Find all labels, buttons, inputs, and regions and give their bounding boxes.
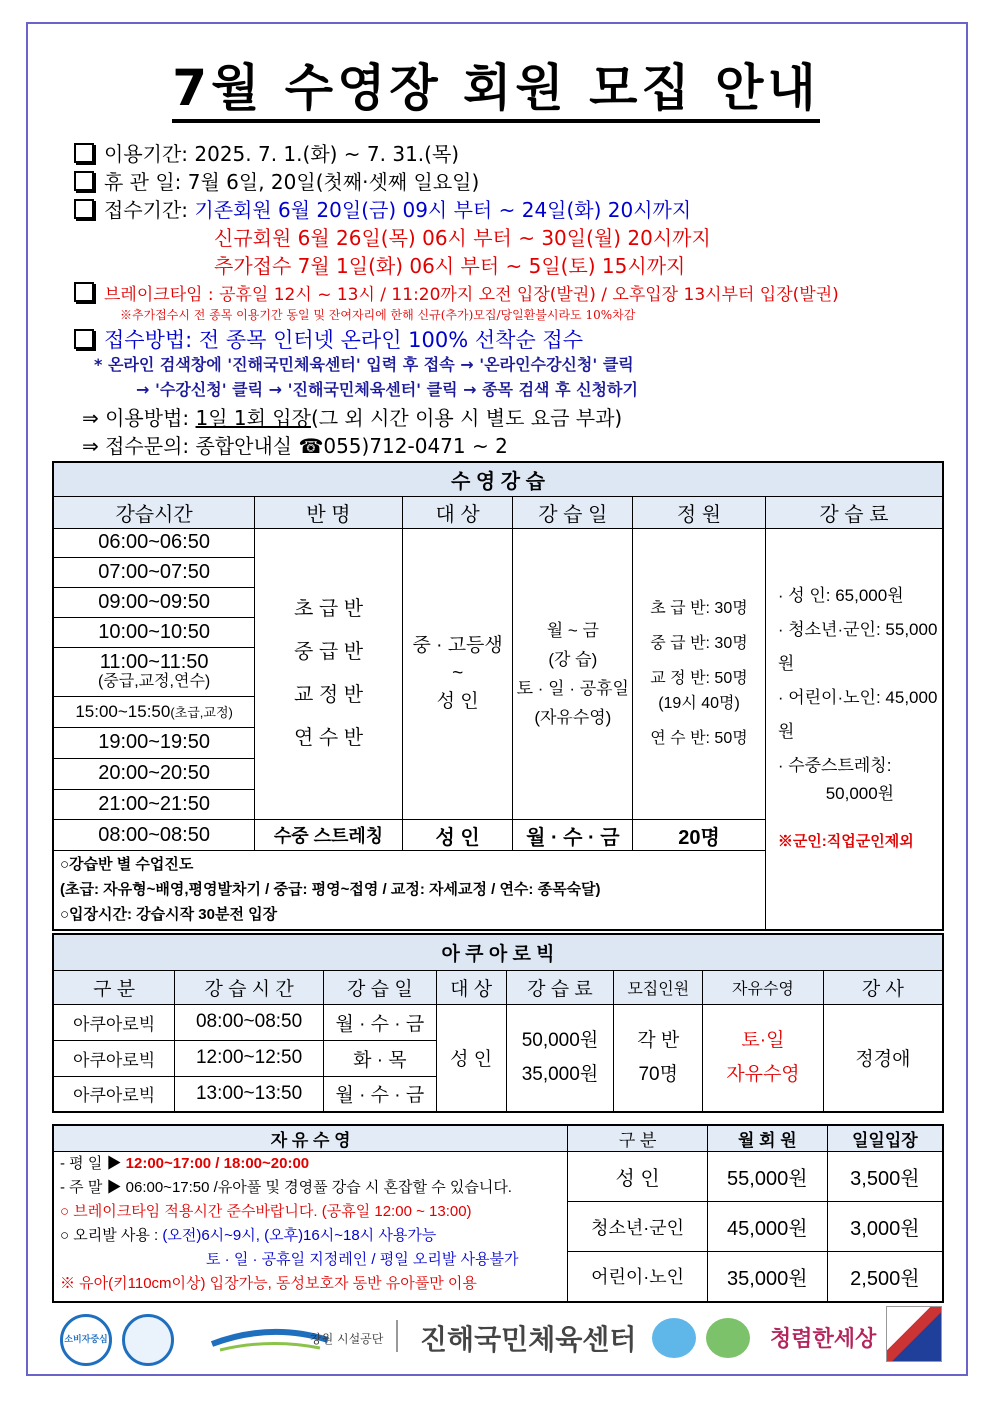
info-note: ※추가접수시 전 종목 이용기간 동일 및 잔여자리에 한해 신규(추가)모집/당일환불시라도 10%차감 [120, 308, 636, 322]
info-contact: ⇒ 접수문의: 종합안내실 ☎055)712-0471 ~ 2 [82, 434, 508, 458]
aqua-fee: 50,000원 35,000원 [506, 1004, 614, 1112]
info-period: 이용기간: 2025. 7. 1.(화) ~ 7. 31.(목) [74, 138, 459, 167]
aqua-header-days: 강 습 일 [324, 970, 437, 1004]
checkbox-icon [74, 143, 94, 163]
aqua-row-name: 아쿠아로빅 [53, 1076, 175, 1112]
price-day: 3,000원 [827, 1202, 943, 1252]
center-name: 진해국민체육센터 [420, 1323, 637, 1356]
swim-header-capacity: 정 원 [633, 496, 766, 528]
swim-time: 06:00~06:50 [53, 528, 255, 558]
swim-fees: · 성 인: 65,000원 · 청소년·군인: 55,000원 · 어린이·노인: 45,000원 · 수중스트레칭: 50,000원 ※군인:직업군인제외 [765, 528, 943, 930]
swim-header-fee: 강 습 료 [765, 496, 943, 528]
price-header-month: 월 회 원 [707, 1125, 827, 1152]
aqua-target: 성 인 [436, 1004, 506, 1112]
info-reg-new: 신규회원 6월 26일(목) 06시 부터 ~ 30일(월) 20시까지 [214, 226, 711, 250]
aqua-header-time: 강 습 시 간 [175, 970, 324, 1004]
swim-time: 11:00~11:50 (중급,교정,연수) [53, 647, 255, 696]
consumer-logo: 소비자중심 [60, 1314, 112, 1366]
price-day: 3,500원 [827, 1152, 943, 1202]
aqua-row-name: 아쿠아로빅 [53, 1004, 175, 1040]
price-month: 35,000원 [707, 1252, 827, 1302]
aqua-row-time: 12:00~12:50 [175, 1040, 324, 1076]
swim-time: 07:00~07:50 [53, 558, 255, 588]
swim-time: 20:00~20:50 [53, 758, 255, 789]
info-usage: ⇒ 이용방법: 1일 1회 입장(그 외 시간 이용 시 별도 요금 부과) [82, 406, 623, 430]
swim-capacity: 초 급 반: 30명 중 급 반: 30명 교 정 반: 50명 (19시 40명) 연 수 반: 50명 [633, 528, 766, 820]
aqua-row-time: 13:00~13:50 [175, 1076, 324, 1112]
aqua-header-category: 구 분 [53, 970, 175, 1004]
aqua-header-target: 대 상 [436, 970, 506, 1004]
price-day: 2,500원 [827, 1252, 943, 1302]
aqua-header-teacher: 강 사 [823, 970, 943, 1004]
checkbox-icon [74, 329, 94, 349]
free-swim-table [52, 1124, 944, 1303]
swim-time: 21:00~21:50 [53, 789, 255, 820]
page-title: 7월 수영장 회원 모집 안내 [0, 48, 992, 120]
stretch-time: 08:00~08:50 [53, 820, 255, 851]
swim-title: 수 영 강 습 [53, 462, 943, 496]
info-registration: 접수기간: 기존회원 6월 20일(금) 09시 부터 ~ 24일(화) 20시까지 [74, 194, 691, 223]
swim-header-class: 반 명 [255, 496, 403, 528]
swim-table [52, 461, 944, 931]
aqua-count: 각 반 70명 [614, 1004, 703, 1112]
checkbox-icon [74, 282, 94, 302]
footer-divider [396, 1320, 398, 1352]
swim-progress: ○강습반 별 수업진도 (초급: 자유형~배영,평영발차기 / 중급: 평영~접영 / 교정: 자세교정 / 연수: 종목숙달) ○입장시간: 강습시작 30분전 입장 [53, 851, 765, 930]
checkbox-icon [74, 171, 94, 191]
info-online-1: * 온라인 검색창에 '진해국민체육센터' 입력 후 접속 → '온라인수강신청' 클릭 [94, 355, 634, 374]
aqua-header-fee: 강 습 료 [506, 970, 614, 1004]
mascot-icon [652, 1318, 696, 1358]
aqua-row-days: 월 · 수 · 금 [324, 1076, 437, 1112]
stretch-days: 월 · 수 · 금 [513, 820, 633, 851]
info-break-time: 브레이크타임 : 공휴일 12시 ~ 13시 / 11:20까지 오전 입장(발권) / 오후입장 13시부터 입장(발권) [74, 280, 839, 305]
price-header-category: 구 분 [568, 1125, 708, 1152]
swim-time: 10:00~10:50 [53, 617, 255, 647]
swim-days: 월 ~ 금 (강 습) 토 · 일 · 공휴일 (자유수영) [513, 528, 633, 820]
aqua-teacher: 정경애 [823, 1004, 943, 1112]
corporation-logo: 창원 시설공단 [210, 1322, 390, 1358]
aqua-free-swim: 토·일 자유수영 [703, 1004, 824, 1112]
swim-header-days: 강 습 일 [513, 496, 633, 528]
swim-header-time: 강습시간 [53, 496, 255, 528]
stretch-capacity: 20명 [633, 820, 766, 851]
price-month: 55,000원 [707, 1152, 827, 1202]
free-details: - 평 일 ▶ 12:00~17:00 / 18:00~20:00 - 주 말 ▶ 06:00~17:50 /유아풀 및 경영풀 강습 시 혼잡할 수 있습니다. ○ 브레이크타임 적용시간 준수바랍니다. (공휴일 12:00 ~ 13:00) ○ 오리발 사용 : (오전)6시~9시, (오후)16시~18시 사용가능 토 · 일 · 공휴일 지정레인 / 평일 오리발 사용불가 ※ 유아(키110cm이상) 입장가능, 동성보호자 동반 유아풀만 이용 [53, 1152, 568, 1302]
stretch-class: 수중 스트레칭 [255, 820, 403, 851]
aqua-header-count: 모집인원 [614, 970, 703, 1004]
mascot-icon [706, 1318, 750, 1358]
info-method: 접수방법: 전 종목 인터넷 온라인 100% 선착순 접수 [74, 324, 583, 354]
info-reg-add: 추가접수 7월 1일(화) 06시 부터 ~ 5일(토) 15시까지 [214, 254, 686, 278]
aqua-table [52, 933, 944, 1113]
aqua-row-days: 화 · 목 [324, 1040, 437, 1076]
info-online-2: → '수강신청' 클릭 → '진해국민체육센터' 클릭 → 종목 검색 후 신청하기 [136, 380, 638, 399]
swim-target: 중 · 고등생 ~ 성 인 [402, 528, 513, 820]
swim-header-target: 대 상 [402, 496, 513, 528]
free-title: 자 유 수 영 [53, 1125, 568, 1152]
clean-world-logo: 청렴한세상 [770, 1326, 877, 1352]
swim-classes: 초 급 반 중 급 반 교 정 반 연 수 반 [255, 528, 403, 820]
aqua-title: 아 쿠 아 로 빅 [53, 934, 943, 970]
aqua-row-days: 월 · 수 · 금 [324, 1004, 437, 1040]
price-category: 성 인 [568, 1152, 708, 1202]
price-header-day: 일일입장 [827, 1125, 943, 1152]
swim-time: 15:00~15:50(초급,교정) [53, 697, 255, 728]
swim-time: 19:00~19:50 [53, 727, 255, 758]
aqua-row-name: 아쿠아로빅 [53, 1040, 175, 1076]
stretch-target: 성 인 [402, 820, 513, 851]
award-logo [886, 1306, 942, 1362]
swim-time: 09:00~09:50 [53, 588, 255, 618]
price-month: 45,000원 [707, 1202, 827, 1252]
price-category: 어린이·노인 [568, 1252, 708, 1302]
info-closed: 휴 관 일: 7월 6일, 20일(첫째·셋째 일요일) [74, 166, 479, 195]
price-category: 청소년·군인 [568, 1202, 708, 1252]
aqua-header-free: 자유수영 [703, 970, 824, 1004]
checkbox-icon [74, 199, 94, 219]
certification-logo [122, 1314, 174, 1366]
aqua-row-time: 08:00~08:50 [175, 1004, 324, 1040]
